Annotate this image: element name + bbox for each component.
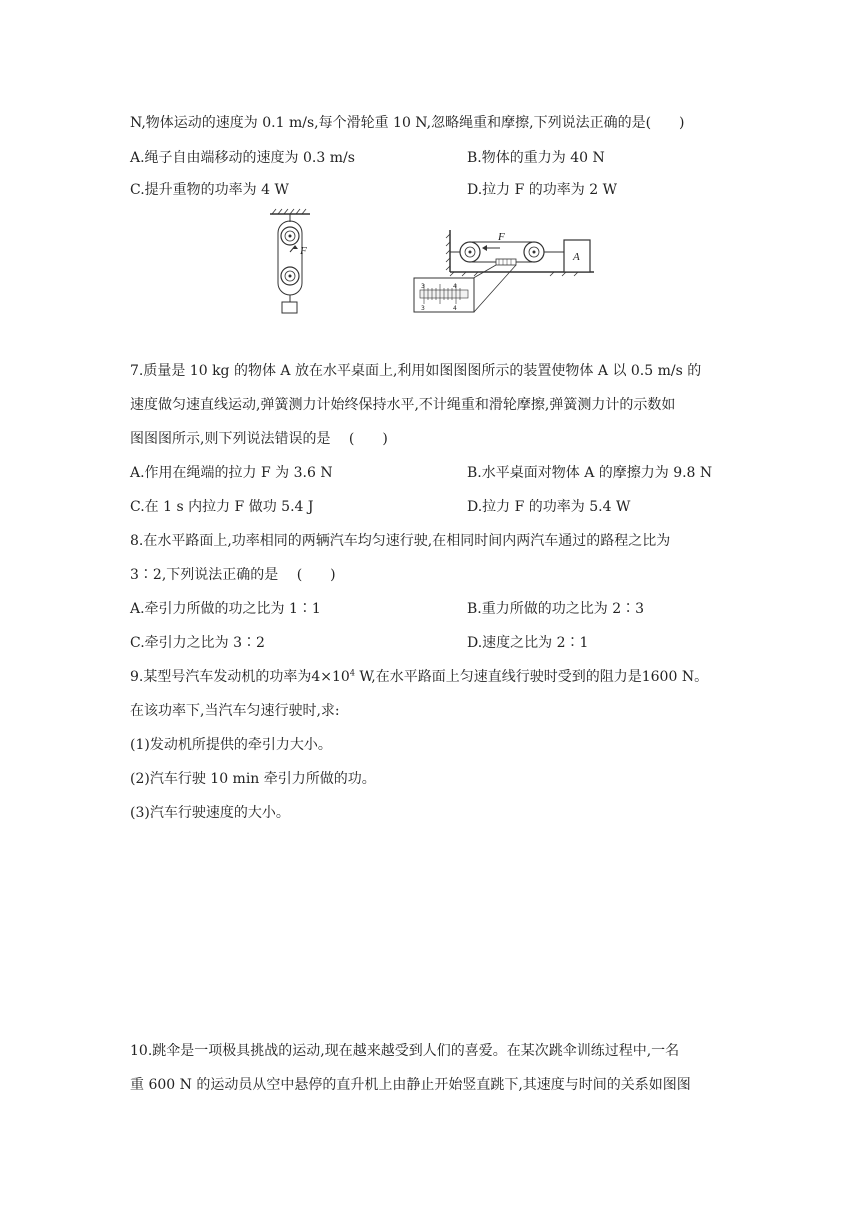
q9-sub-2: (2)汽车行驶 10 min 牵引力所做的功。	[130, 771, 376, 787]
q6-option-c: C.提升重物的功率为 4 W	[130, 182, 289, 198]
q7-option-c: C.在 1 s 内拉力 F 做功 5.4 J	[130, 499, 314, 515]
q8-line-1: 8.在水平路面上,功率相同的两辆汽车均匀速行驶,在相同时间内两汽车通过的路程之比为	[130, 533, 671, 549]
q9-line-1	[130, 666, 708, 686]
scale-tick-2: 3	[421, 305, 425, 312]
scale-tick-1: 3	[421, 283, 425, 290]
q7-line-3: 图图图所示,则下列说法错误的是 ( )	[130, 431, 388, 447]
q8-line-2: 3∶2,下列说法正确的是 ( )	[130, 567, 336, 583]
q7-line-2: 速度做匀速直线运动,弹簧测力计始终保持水平,不计绳重和滑轮摩擦,弹簧测力计的示数如	[130, 397, 676, 413]
q7-option-d: D.拉力 F 的功率为 5.4 W	[467, 499, 631, 515]
q9-line-1-pre: 9.某型号汽车发动机的功率为4×10	[130, 669, 350, 685]
horizontal-force-label: F	[498, 231, 505, 243]
q9-line-2: 在该功率下,当汽车匀速行驶时,求:	[130, 703, 340, 719]
q8-option-c: C.牵引力之比为 3∶2	[130, 635, 265, 651]
block-a-label: A	[573, 251, 580, 263]
q7-line-1: 7.质量是 10 kg 的物体 A 放在水平桌面上,利用如图图图所示的装置使物体 A 以 0.5 m/s 的	[130, 363, 702, 379]
q6-option-b: B.物体的重力为 40 N	[467, 150, 605, 166]
q6-stem: N,物体运动的速度为 0.1 m/s,每个滑轮重 10 N,忽略绳重和摩擦,下列说法正确的是( )	[130, 115, 685, 131]
q9-sub-1: (1)发动机所提供的牵引力大小。	[130, 737, 332, 753]
horizontal-pulley-figure	[404, 228, 596, 314]
scale-tick-4: 4	[453, 305, 457, 312]
q9-sub-3: (3)汽车行驶速度的大小。	[130, 805, 290, 821]
q10-line-1: 10.跳伞是一项极具挑战的运动,现在越来越受到人们的喜爱。在某次跳伞训练过程中,一名	[130, 1043, 680, 1059]
q7-option-b: B.水平桌面对物体 A 的摩擦力为 9.8 N	[467, 465, 713, 481]
pulley-figure	[262, 208, 322, 316]
q10-line-2: 重 600 N 的运动员从空中悬停的直升机上由静止开始竖直跳下,其速度与时间的关系如图图	[130, 1077, 691, 1093]
q9-exponent: 4	[349, 668, 355, 678]
pulley-force-label: F	[300, 245, 307, 257]
q8-option-b: B.重力所做的功之比为 2∶3	[467, 601, 645, 617]
q8-option-a: A.牵引力所做的功之比为 1∶1	[130, 601, 321, 617]
q6-option-a: A.绳子自由端移动的速度为 0.3 m/s	[130, 150, 355, 166]
scale-tick-3: 4	[453, 283, 457, 290]
q8-option-d: D.速度之比为 2∶1	[467, 635, 589, 651]
q9-line-1-post: W,在水平路面上匀速直线行驶时受到的阻力是1600 N。	[354, 669, 709, 685]
q6-option-d: D.拉力 F 的功率为 2 W	[467, 182, 617, 198]
q7-option-a: A.作用在绳端的拉力 F 为 3.6 N	[130, 465, 333, 481]
